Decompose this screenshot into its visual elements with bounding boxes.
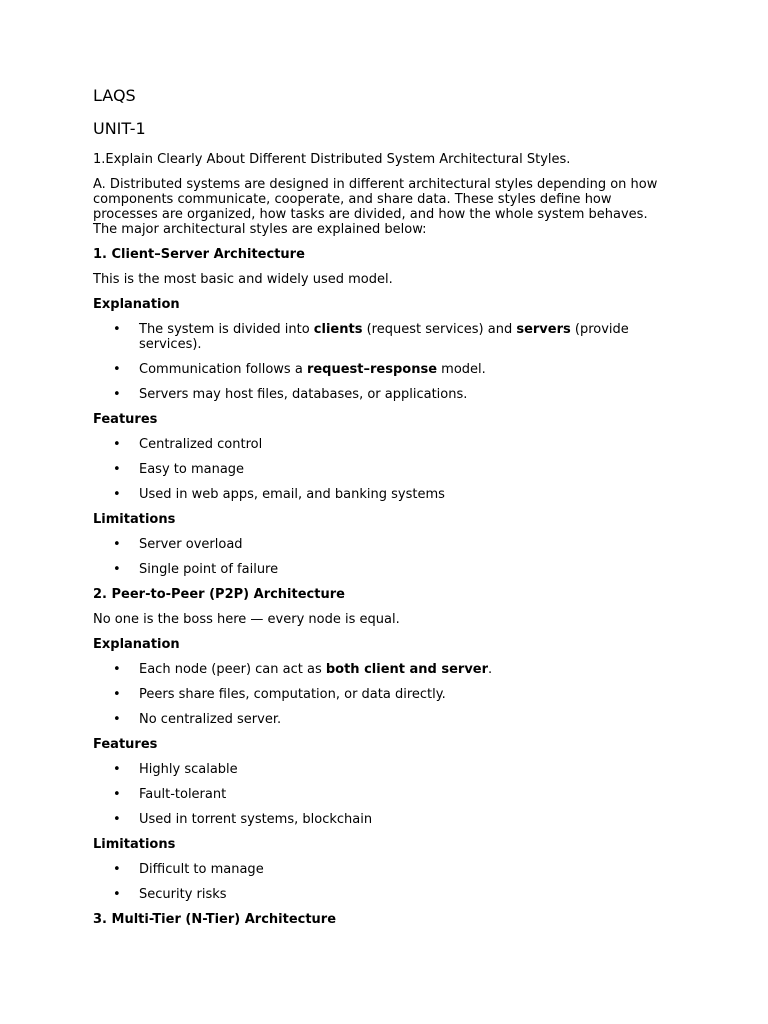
bullet-icon: • — [113, 362, 121, 377]
answer-intro: A. Distributed systems are designed in different architectural styles depending on how components communicate, cooperate, and share data. These styles define how processes are organized, how tasks are divided, and how the whole system behaves. The major architectural styles are explained below: — [93, 177, 658, 237]
list-item — [93, 787, 673, 802]
list-item — [93, 387, 673, 402]
bullet-icon: • — [113, 562, 121, 577]
subheading-limitations: Limitations — [93, 837, 176, 852]
list-item-text: Used in web apps, email, and banking systems — [139, 487, 445, 502]
list-item-text: Easy to manage — [139, 462, 245, 477]
list-item-text: (request services) and — [362, 322, 517, 337]
list-item — [93, 812, 673, 827]
list-item — [93, 462, 673, 477]
bullet-icon: • — [113, 862, 121, 877]
bold-term: both client and server — [325, 662, 489, 677]
bullet-list-features — [93, 762, 673, 827]
bullet-list-explanation — [93, 322, 673, 402]
section-heading-multi-tier: 3. Multi-Tier (N-Tier) Architecture — [93, 912, 337, 927]
list-item-text: Single point of failure — [139, 562, 279, 577]
bullet-icon: • — [113, 887, 121, 902]
bullet-icon: • — [113, 462, 121, 477]
list-item — [93, 487, 673, 502]
list-item-text: Server overload — [139, 537, 243, 552]
bullet-icon: • — [113, 437, 121, 452]
bullet-icon: • — [113, 662, 121, 677]
list-item — [93, 537, 673, 552]
list-item-text: Highly scalable — [139, 762, 238, 777]
unit-title: UNIT-1 — [93, 119, 146, 138]
list-item-text: . — [488, 662, 493, 677]
list-item-text: Centralized control — [139, 437, 263, 452]
list-item-text: Each node (peer) can act as — [139, 662, 326, 677]
section-description: No one is the boss here — every node is equal. — [93, 612, 400, 627]
list-item-text: model. — [437, 362, 486, 377]
bold-term: clients — [313, 322, 363, 337]
list-item — [93, 762, 673, 777]
bullet-icon: • — [113, 322, 121, 337]
bullet-icon: • — [113, 812, 121, 827]
list-item — [93, 562, 673, 577]
subheading-features: Features — [93, 412, 158, 427]
bold-term: servers — [516, 322, 571, 337]
bullet-list-limitations — [93, 862, 673, 902]
list-item — [93, 322, 673, 352]
bullet-list-features — [93, 437, 673, 502]
list-item — [93, 437, 673, 452]
bullet-icon: • — [113, 787, 121, 802]
bullet-list-explanation — [93, 662, 673, 727]
list-item-text: Used in torrent systems, blockchain — [139, 812, 373, 827]
bullet-list-limitations — [93, 537, 673, 577]
list-item-text: Security risks — [139, 887, 227, 902]
subheading-features: Features — [93, 737, 158, 752]
list-item-text: Communication follows a — [139, 362, 307, 377]
list-item — [93, 712, 673, 727]
list-item-text: (provide services). — [139, 322, 629, 352]
list-item-text: No centralized server. — [139, 712, 282, 727]
subheading-explanation: Explanation — [93, 637, 180, 652]
bullet-icon: • — [113, 537, 121, 552]
document-title: LAQS — [93, 86, 136, 105]
list-item — [93, 687, 673, 702]
list-item — [93, 662, 673, 677]
bullet-icon: • — [113, 712, 121, 727]
section-heading-client-server: 1. Client–Server Architecture — [93, 247, 305, 262]
bullet-icon: • — [113, 762, 121, 777]
bold-term: request–response — [306, 362, 438, 377]
list-item-text: Fault-tolerant — [139, 787, 227, 802]
list-item-text: Peers share files, computation, or data directly. — [139, 687, 446, 702]
document-body — [93, 152, 673, 937]
list-item — [93, 362, 673, 377]
list-item — [93, 862, 673, 877]
list-item-text: Servers may host files, databases, or applications. — [139, 387, 468, 402]
subheading-explanation: Explanation — [93, 297, 180, 312]
section-description: This is the most basic and widely used model. — [93, 272, 393, 287]
subheading-limitations: Limitations — [93, 512, 176, 527]
section-heading-p2p: 2. Peer-to-Peer (P2P) Architecture — [93, 587, 345, 602]
list-item — [93, 887, 673, 902]
bullet-icon: • — [113, 387, 121, 402]
list-item-text: The system is divided into — [139, 322, 314, 337]
bullet-icon: • — [113, 687, 121, 702]
list-item-text: Difficult to manage — [139, 862, 264, 877]
bullet-icon: • — [113, 487, 121, 502]
question-text: 1.Explain Clearly About Different Distributed System Architectural Styles. — [93, 152, 571, 167]
